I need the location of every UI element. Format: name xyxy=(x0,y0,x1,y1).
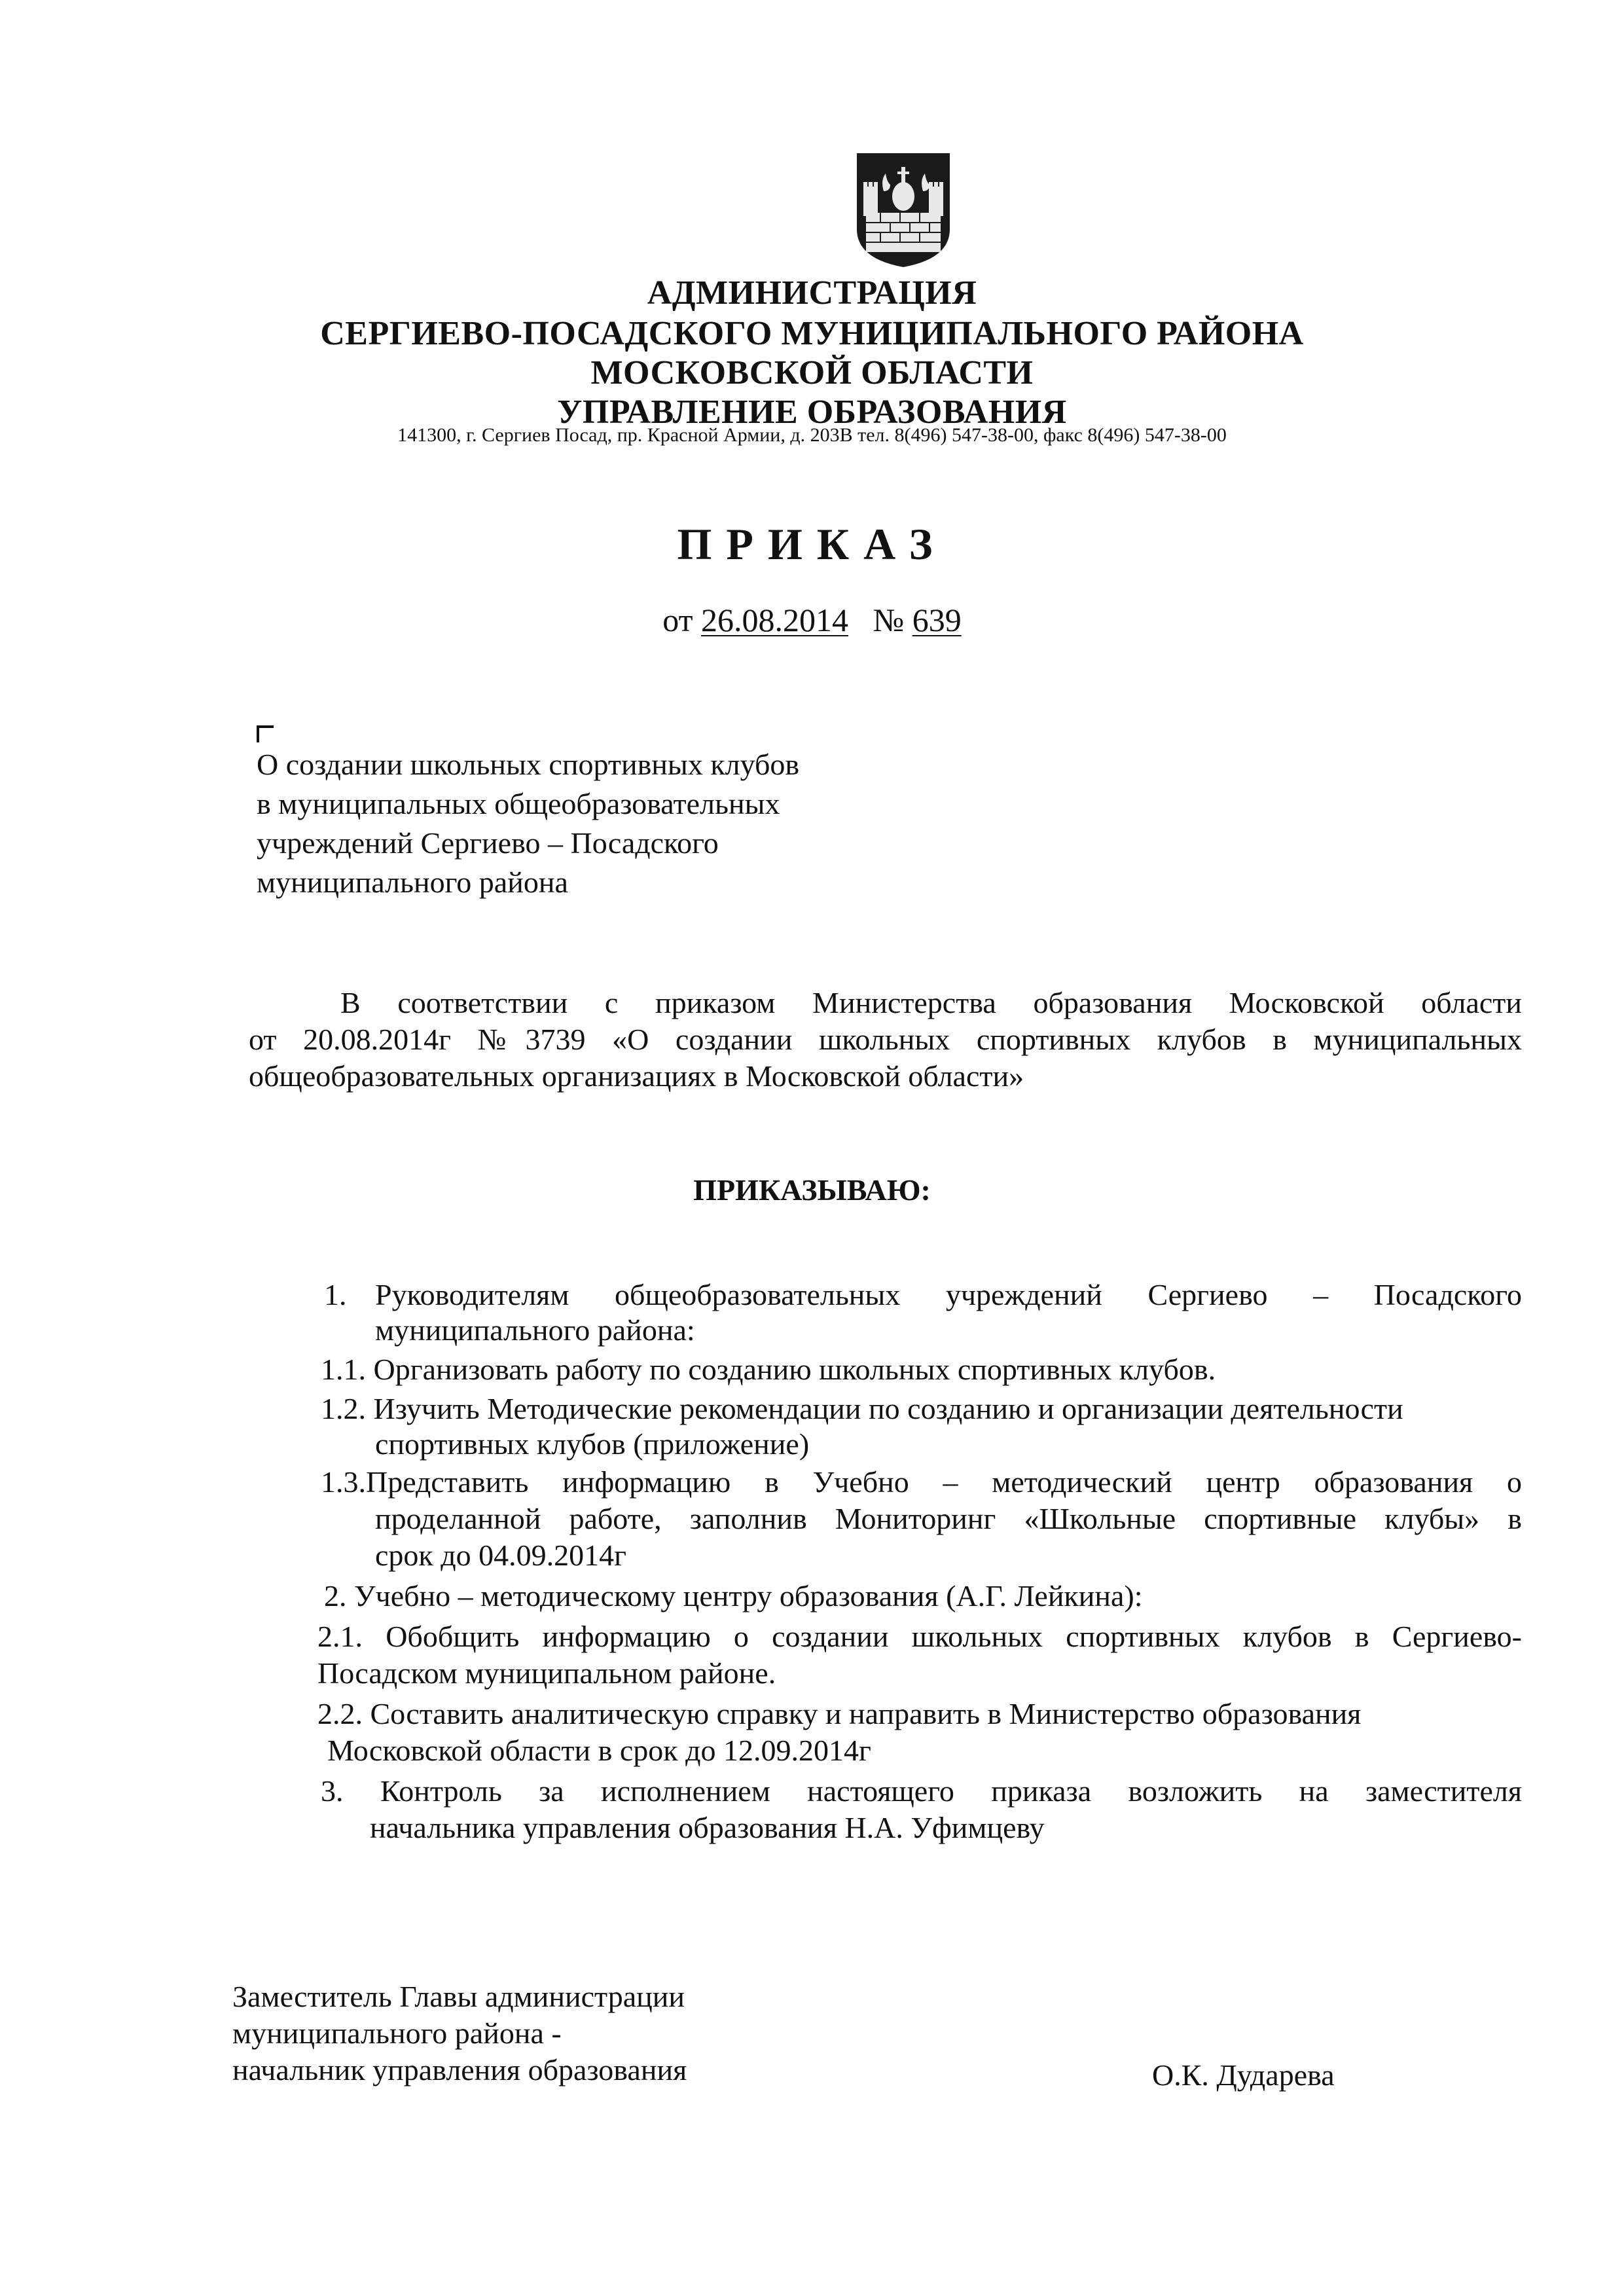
order-from-label: от xyxy=(662,602,693,638)
order-number-line xyxy=(0,601,1624,639)
item-1-2-line-1: 1.2. Изучить Методические рекомендации по созданию и организации деятельности xyxy=(321,1392,1403,1425)
order-word: ПРИКАЗЫВАЮ: xyxy=(693,1173,931,1207)
item-1-3-line-2: проделанной работе, заполнив Мониторинг «Школьные спортивные клубы» в xyxy=(375,1502,1522,1535)
order-date: 26.08.2014 xyxy=(700,602,848,638)
item-2-2-line-2: Московской области в срок до 12.09.2014г xyxy=(327,1734,871,1767)
order-title: ПРИКАЗ xyxy=(677,519,947,569)
signature-position-1: Заместитель Главы администрации xyxy=(232,1980,685,2013)
item-1-3-line-1: 1.3.Представить информацию в Учебно – методический центр образования о xyxy=(321,1465,1522,1499)
subject-bracket xyxy=(257,725,274,742)
signature-name: О.К. Дударева xyxy=(1152,2058,1335,2092)
header-line-2: СЕРГИЕВО-ПОСАДСКОГО МУНИЦИПАЛЬНОГО РАЙОНА xyxy=(320,315,1304,352)
item-1-number: 1. xyxy=(324,1278,347,1311)
preamble-line-2: от 20.08.2014г №3739 «О создании школьных спортивных клубов в муниципальных xyxy=(249,1023,1522,1056)
header-address: 141300, г. Сергиев Посад, пр. Красной Армии, д. 203В тел. 8(496) 547-38-00, факс 8(496) 547-38-00 xyxy=(397,424,1227,446)
item-3-line-2: начальника управления образования Н.А. Уфимцеву xyxy=(370,1811,1045,1844)
item-2-1-line-2: Посадском муниципальном районе. xyxy=(317,1656,776,1690)
signature-position-3: начальник управления образования xyxy=(232,2053,687,2086)
header-line-4: УПРАВЛЕНИЕ ОБРАЗОВАНИЯ xyxy=(557,393,1067,431)
item-1-line-2: муниципального района: xyxy=(375,1313,695,1347)
item-2-2-line-1: 2.2. Составить аналитическую справку и направить в Министерство образования xyxy=(317,1697,1362,1730)
subject-line-3: учреждений Сергиево – Посадского xyxy=(257,826,719,860)
item-2: 2. Учебно – методическому центру образования (А.Г. Лейкина): xyxy=(324,1579,1143,1613)
header-line-3: МОСКОВСКОЙ ОБЛАСТИ xyxy=(590,354,1034,392)
item-1-3-line-3: срок до 04.09.2014г xyxy=(375,1539,627,1572)
item-1-1: 1.1. Организовать работу по созданию школьных спортивных клубов. xyxy=(321,1353,1216,1386)
signature-position-2: муниципального района - xyxy=(232,2016,562,2050)
item-1-2-line-2: спортивных клубов (приложение) xyxy=(375,1427,810,1461)
subject-line-2: в муниципальных общеобразовательных xyxy=(257,787,780,820)
item-1-line-1: Руководителям общеобразовательных учреждений Сергиево – Посадского xyxy=(375,1278,1522,1311)
order-number: 639 xyxy=(912,602,962,638)
item-2-1-line-1: 2.1. Обобщить информацию о создании школьных спортивных клубов в Сергиево- xyxy=(317,1620,1522,1653)
order-number-label: № xyxy=(873,602,905,638)
subject-line-4: муниципального района xyxy=(257,866,568,899)
preamble-line-1: В соответствии с приказом Министерства образования Московской области xyxy=(340,986,1522,1019)
coat-of-arms-icon xyxy=(854,151,952,268)
header-line-1: АДМИНИСТРАЦИЯ xyxy=(647,274,977,312)
item-3-line-1: 3. Контроль за исполнением настоящего приказа возложить на заместителя xyxy=(321,1774,1522,1808)
subject-line-1: О создании школьных спортивных клубов xyxy=(257,748,800,781)
preamble-line-3: общеобразовательных организациях в Московской области» xyxy=(249,1059,1024,1093)
